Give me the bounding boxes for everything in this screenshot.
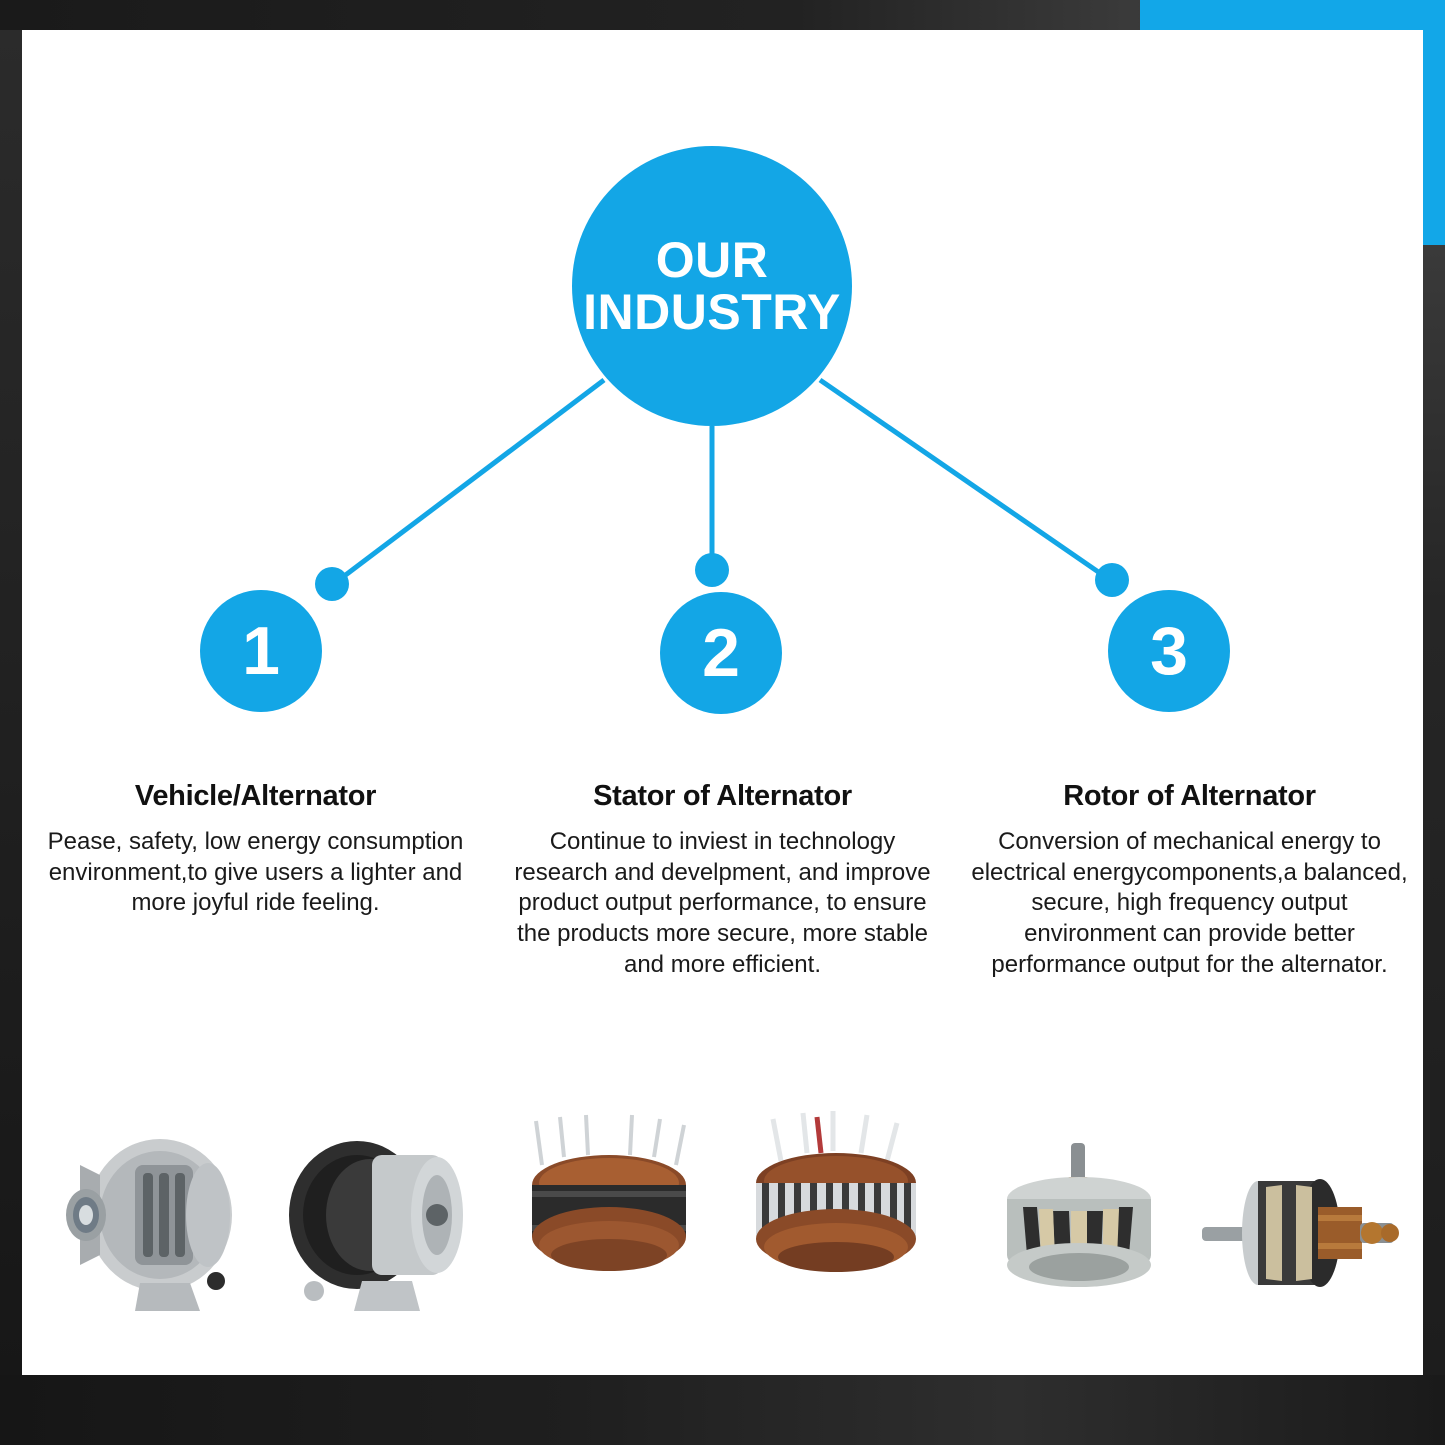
frame-top-accent bbox=[1140, 0, 1445, 30]
column-3 bbox=[956, 780, 1423, 981]
frame-bottom-bar bbox=[0, 1375, 1445, 1445]
alternator-front-photo bbox=[40, 1115, 250, 1320]
column-2 bbox=[489, 780, 956, 981]
node-number-2: 2 bbox=[702, 615, 740, 691]
frame-left-bar bbox=[0, 30, 22, 1445]
stator-photo-right bbox=[729, 1105, 944, 1320]
node-badge-3 bbox=[1108, 590, 1230, 712]
column-1 bbox=[22, 780, 489, 981]
node-badge-1 bbox=[200, 590, 322, 712]
hub-circle bbox=[572, 146, 852, 426]
photos-row bbox=[22, 1090, 1423, 1320]
rotor-photo-right bbox=[1196, 1115, 1401, 1320]
column-1-body: Pease, safety, low energy consumption environment,to give users a lighter and more joyful ride feeling. bbox=[47, 828, 464, 917]
node-number-1: 1 bbox=[242, 613, 280, 689]
column-3-title: Rotor of Alternator bbox=[1063, 780, 1316, 812]
column-3-body: Conversion of mechanical energy to electrical energycomponents,a balanced, secure, high frequency output environment can provide better performance output for the alternator. bbox=[971, 828, 1408, 978]
columns-container bbox=[22, 780, 1423, 981]
node-number-3: 3 bbox=[1150, 613, 1188, 689]
column-1-title: Vehicle/Alternator bbox=[134, 780, 377, 812]
hub-title-line2: INDUSTRY bbox=[583, 284, 841, 340]
rotor-photo-left bbox=[979, 1115, 1184, 1320]
photo-cell-2 bbox=[489, 1090, 956, 1320]
hub-title-line1: OUR bbox=[655, 231, 769, 288]
frame-right-accent bbox=[1423, 30, 1445, 245]
node-badge-2 bbox=[660, 592, 782, 714]
column-2-body: Continue to inviest in technology research and develpment, and improve product output performance, to ensure the products more secure, more stable and more efficient. bbox=[514, 828, 931, 978]
alternator-rear-photo bbox=[262, 1115, 472, 1320]
photo-cell-1 bbox=[22, 1090, 489, 1320]
frame-right-bar bbox=[1423, 245, 1445, 1445]
column-2-title: Stator of Alternator bbox=[593, 780, 852, 812]
stator-photo-left bbox=[502, 1105, 717, 1320]
photo-cell-3 bbox=[956, 1090, 1423, 1320]
